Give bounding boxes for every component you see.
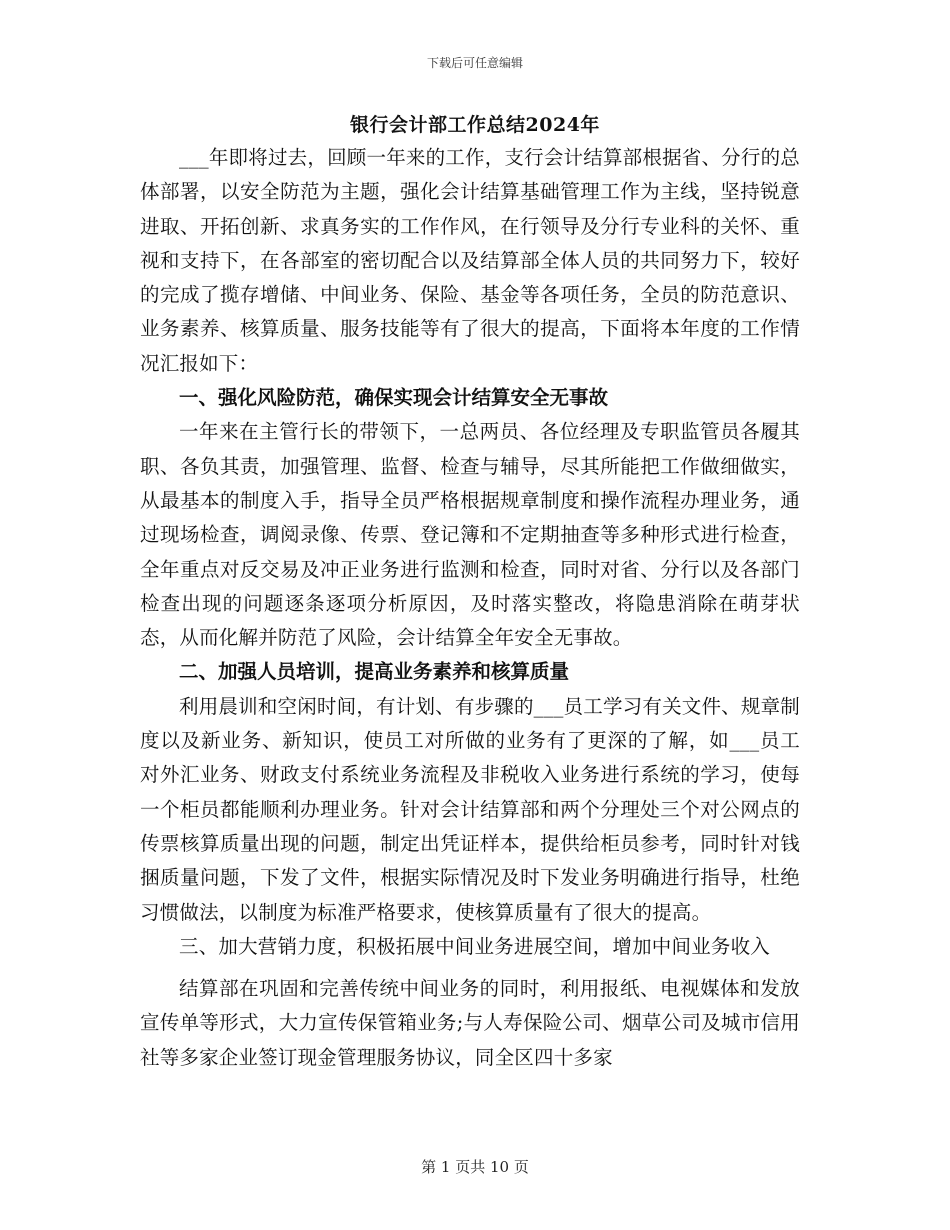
section-2-heading: 二、加强人员培训，提高业务素养和核算质量 [179, 660, 570, 684]
section-1-paragraph: 一年来在主管行长的带领下，一总两员、各位经理及专职监管员各履其职、各负其责，加强管理、监督、检查与辅导，尽其所能把工作做细做实，从最基本的制度入手，指导全员严格根据规章制度和操作流程办理业务，通过现场检查，调阅录像、传票、登记簿和不定期抽查等多种形式进行检查，全年重点对反交易及冲正业务进行监测和检查，同时对省、分行以及各部门检查出现的问题逐条逐项分析原因，及时落实整改，将隐患消除在萌芽状态，从而化解并防范了风险，会计结算全年安全无事故。 [140, 420, 800, 650]
document-body [140, 141, 800, 1075]
document-title: 银行会计部工作总结2024年 [350, 114, 600, 136]
header-note: 下载后可任意编辑 [426, 56, 523, 70]
intro-paragraph: ___年即将过去，回顾一年来的工作，支行会计结算部根据省、分行的总体部署，以安全防范为主题，强化会计结算基础管理工作为主线，坚持锐意进取、开拓创新、求真务实的工作作风，在行领导及分行专业科的关怀、重视和支持下，在各部室的密切配合以及结算部全体人员的共同努力下，较好的完成了揽存增储、中间业务、保险、基金等各项任务，全员的防范意识、业务素养、核算质量、服务技能等有了很大的提高，下面将本年度的工作情况汇报如下： [140, 146, 800, 375]
section-2-paragraph: 利用晨训和空闲时间，有计划、有步骤的___员工学习有关文件、规章制度以及新业务、新知识，使员工对所做的业务有了更深的了解，如___员工对外汇业务、财政支付系统业务流程及非税收入业务进行系统的学习，使每一个柜员都能顺利办理业务。针对会计结算部和两个分理处三个对公网点的传票核算质量出现的问题，制定出凭证样本，提供给柜员参考，同时针对钱捆质量问题，下发了文件，根据实际情况及时下发业务明确进行指导，杜绝习惯做法，以制度为标准严格要求，使核算质量有了很大的提高。 [140, 694, 800, 924]
section-3-paragraph: 结算部在巩固和完善传统中间业务的同时，利用报纸、电视媒体和发放宣传单等形式，大力宣传保管箱业务;与人寿保险公司、烟草公司及城市信用社等多家企业签订现金管理服务协议，同全区四十多家 [140, 977, 800, 1069]
section-1-heading: 一、强化风险防范，确保实现会计结算安全无事故 [179, 386, 609, 410]
section-3-heading: 三、加大营销力度，积极拓展中间业务进展空间，增加中间业务收入 [179, 934, 771, 958]
page-number-footer: 第 1 页共 10 页 [421, 1158, 529, 1176]
